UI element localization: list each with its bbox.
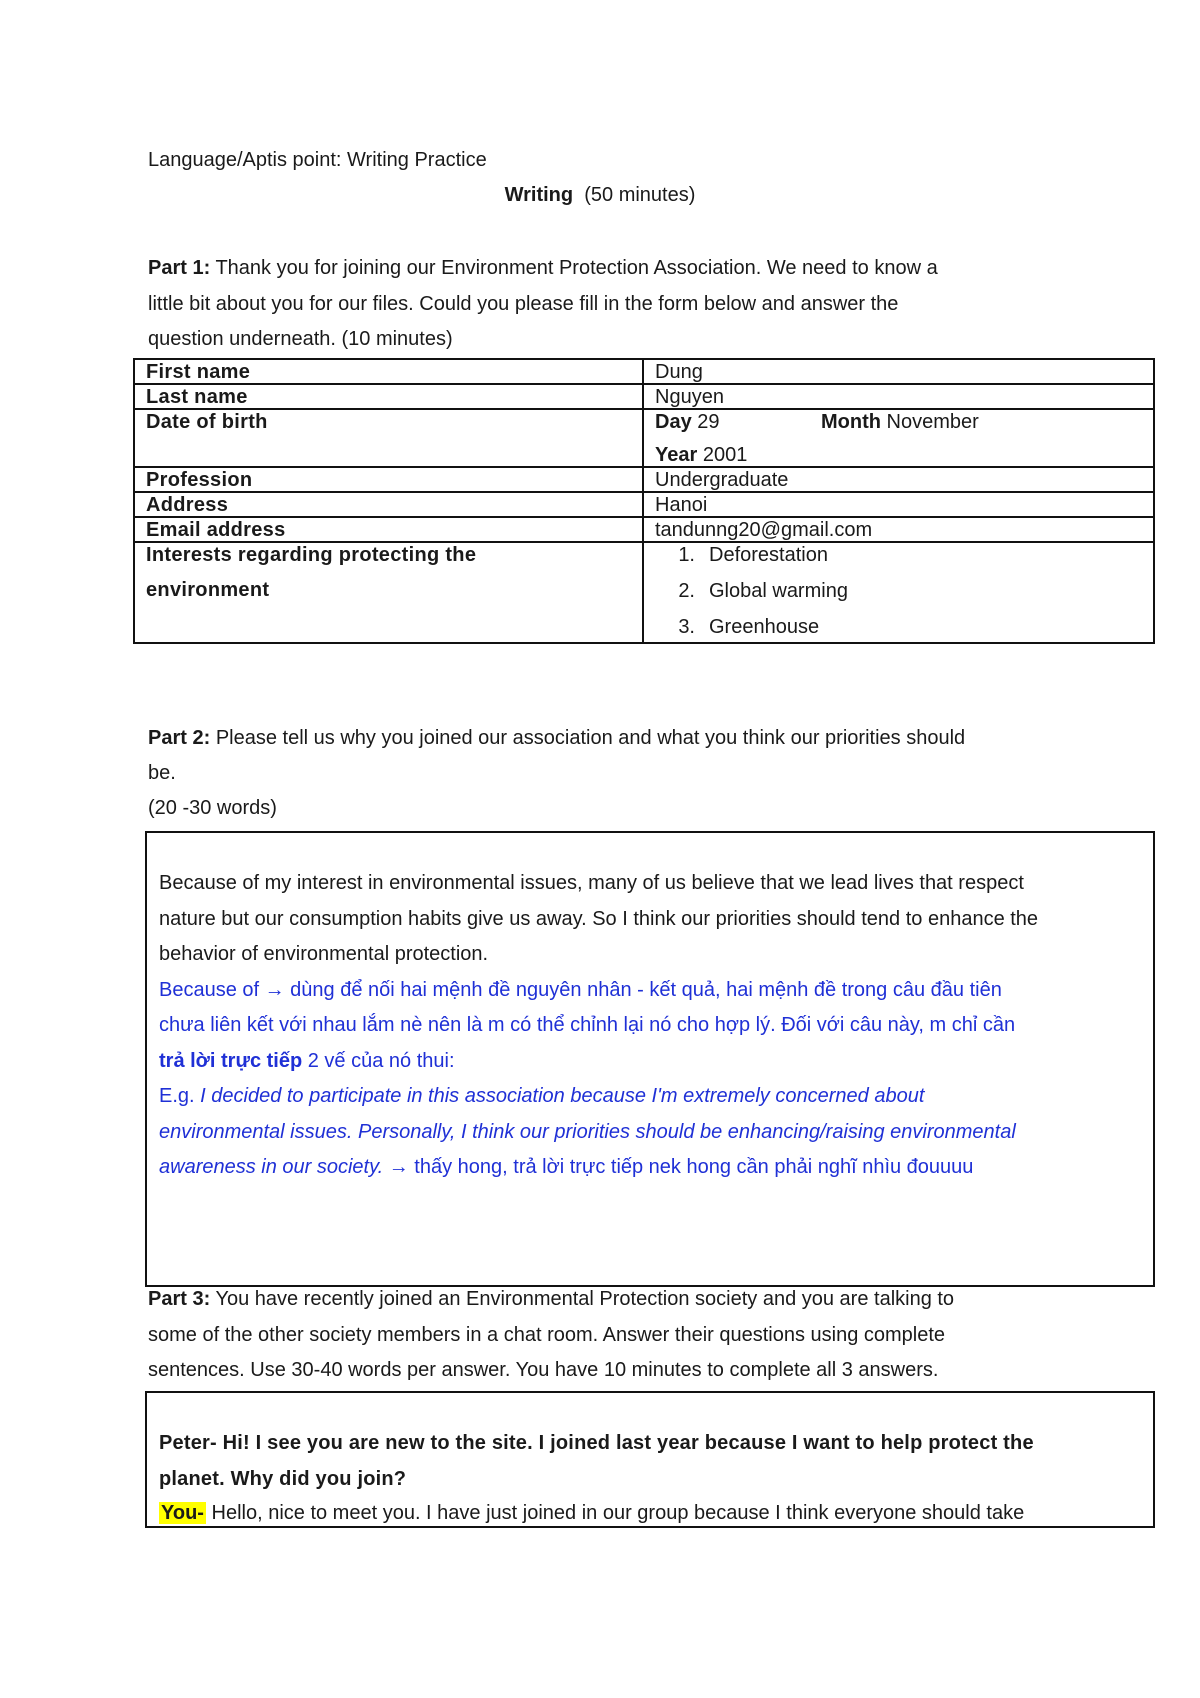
list-text: Greenhouse [709,616,820,638]
topic-header: Language/Aptis point: Writing Practice [148,149,487,171]
year-value: 2001 [702,444,748,466]
feedback-text: 2 vế của nó thui: [302,1049,455,1072]
chat-box-bottom-border [145,1526,1155,1528]
answer-line: behavior of environmental protection. [159,943,489,965]
interests-label [134,542,643,643]
part1-line: little bit about you for our files. Could you please fill in the form below and answer the [148,292,899,315]
form-row-profession [134,467,1154,492]
part2-instructions [148,726,965,831]
part2-label: Part 2: [148,727,211,749]
form-row-email [134,517,1154,542]
part1-instructions [148,256,938,363]
year-label: Year [655,444,698,466]
part2-line: be. [148,762,176,784]
email-label: Email address [134,517,643,542]
title-bold: Writing [504,184,574,206]
address-label: Address [134,492,643,517]
profession-value[interactable]: Undergraduate [643,467,1154,492]
part3-line: You have recently joined an Environmental Protection society and you are talking to [215,1288,955,1310]
peter-line: Peter- Hi! I see you are new to the site. I joined last year because I want to help protect the [159,1432,1034,1454]
page-title [0,183,1200,207]
you-answer[interactable] [159,1501,1024,1525]
feedback-line [159,1049,1149,1085]
example-prefix: E.g. [159,1085,201,1107]
list-number: 3. [678,616,695,638]
example-text: I decided to participate in this association because I'm extremely concerned about [200,1085,925,1107]
last-name-label: Last name [134,384,643,409]
list-item [655,580,1153,616]
list-item [655,544,1153,580]
form-row-interests [134,542,1154,643]
day-value: 29 [697,411,720,433]
feedback-text: → thấy hong, trả lời trực tiếp nek hong cần phải nghĩ nhìu đouuuu [383,1156,974,1178]
interests-list [655,544,1153,642]
address-value[interactable]: Hanoi [643,492,1154,517]
interests-value[interactable] [643,542,1154,643]
part1-label: Part 1: [148,257,211,279]
dob-label: Date of birth [134,409,643,467]
answer-line: Because of my interest in environmental issues, many of us believe that we lead lives that respect [159,872,1024,894]
you-answer-text: Hello, nice to meet you. I have just joined in our group because I think everyone should take [205,1502,1025,1524]
answer-line: nature but our consumption habits give us away. So I think our priorities should tend to enhance the [159,907,1039,930]
part2-word-limit: (20 -30 words) [148,797,277,819]
peter-line: planet. Why did you join? [159,1468,407,1490]
feedback-line [159,1155,1149,1191]
dob-year [655,444,1153,466]
feedback-line: Because of → dùng để nối hai mệnh đề nguyên nhân - kết quả, hai mệnh đề trong câu đầu tiên [159,978,1002,1001]
example-text: awareness in our society. [159,1156,384,1178]
month-value: November [886,411,979,433]
example-text: environmental issues. Personally, I think our priorities should be enhancing/raising environmental [159,1120,1016,1143]
email-value[interactable]: tandunng20@gmail.com [643,517,1154,542]
interests-label-line: Interests regarding protecting the [146,544,477,566]
you-tag: You- [161,1502,204,1524]
day-label: Day [655,411,692,433]
list-text: Deforestation [709,544,828,566]
list-number: 1. [678,544,695,566]
part3-line: sentences. Use 30-40 words per answer. You have 10 minutes to complete all 3 answers. [148,1359,939,1381]
month-label: Month [821,411,881,433]
member-form-table [133,358,1155,644]
interests-label-line: environment [146,579,270,601]
part3-instructions [148,1287,954,1394]
part2-line: Please tell us why you joined our association and what you think our priorities should [215,727,966,749]
dob-month [821,411,979,433]
feedback-emphasis: trả lời trực tiếp [159,1049,303,1072]
list-text: Global warming [709,580,848,602]
feedback-line: chưa liên kết với nhau lắm nè nên là m có thể chỉnh lại nó cho hợp lý. Đối với câu này, m chỉ cần [159,1014,1016,1036]
dob-value[interactable] [643,409,1154,467]
form-row-dob [134,409,1154,467]
profession-label: Profession [134,467,643,492]
first-name-value[interactable]: Dung [643,359,1154,384]
last-name-value[interactable]: Nguyen [643,384,1154,409]
list-number: 2. [678,580,695,602]
part3-chat-box[interactable] [145,1391,1155,1527]
feedback-example-line [159,1084,1149,1120]
part3-label: Part 3: [148,1288,211,1310]
list-item [655,616,1153,642]
form-row-address [134,492,1154,517]
part1-line: Thank you for joining our Environment Protection Association. We need to know a [215,257,938,279]
part1-line: question underneath. (10 minutes) [148,328,453,350]
form-row-last-name [134,384,1154,409]
part3-line: some of the other society members in a chat room. Answer their questions using complete [148,1323,946,1346]
peter-message [159,1431,1034,1503]
title-duration: (50 minutes) [584,184,696,206]
part2-answer-box[interactable] [145,831,1155,1287]
first-name-label: First name [134,359,643,384]
dob-day [655,411,821,433]
form-row-first-name [134,359,1154,384]
